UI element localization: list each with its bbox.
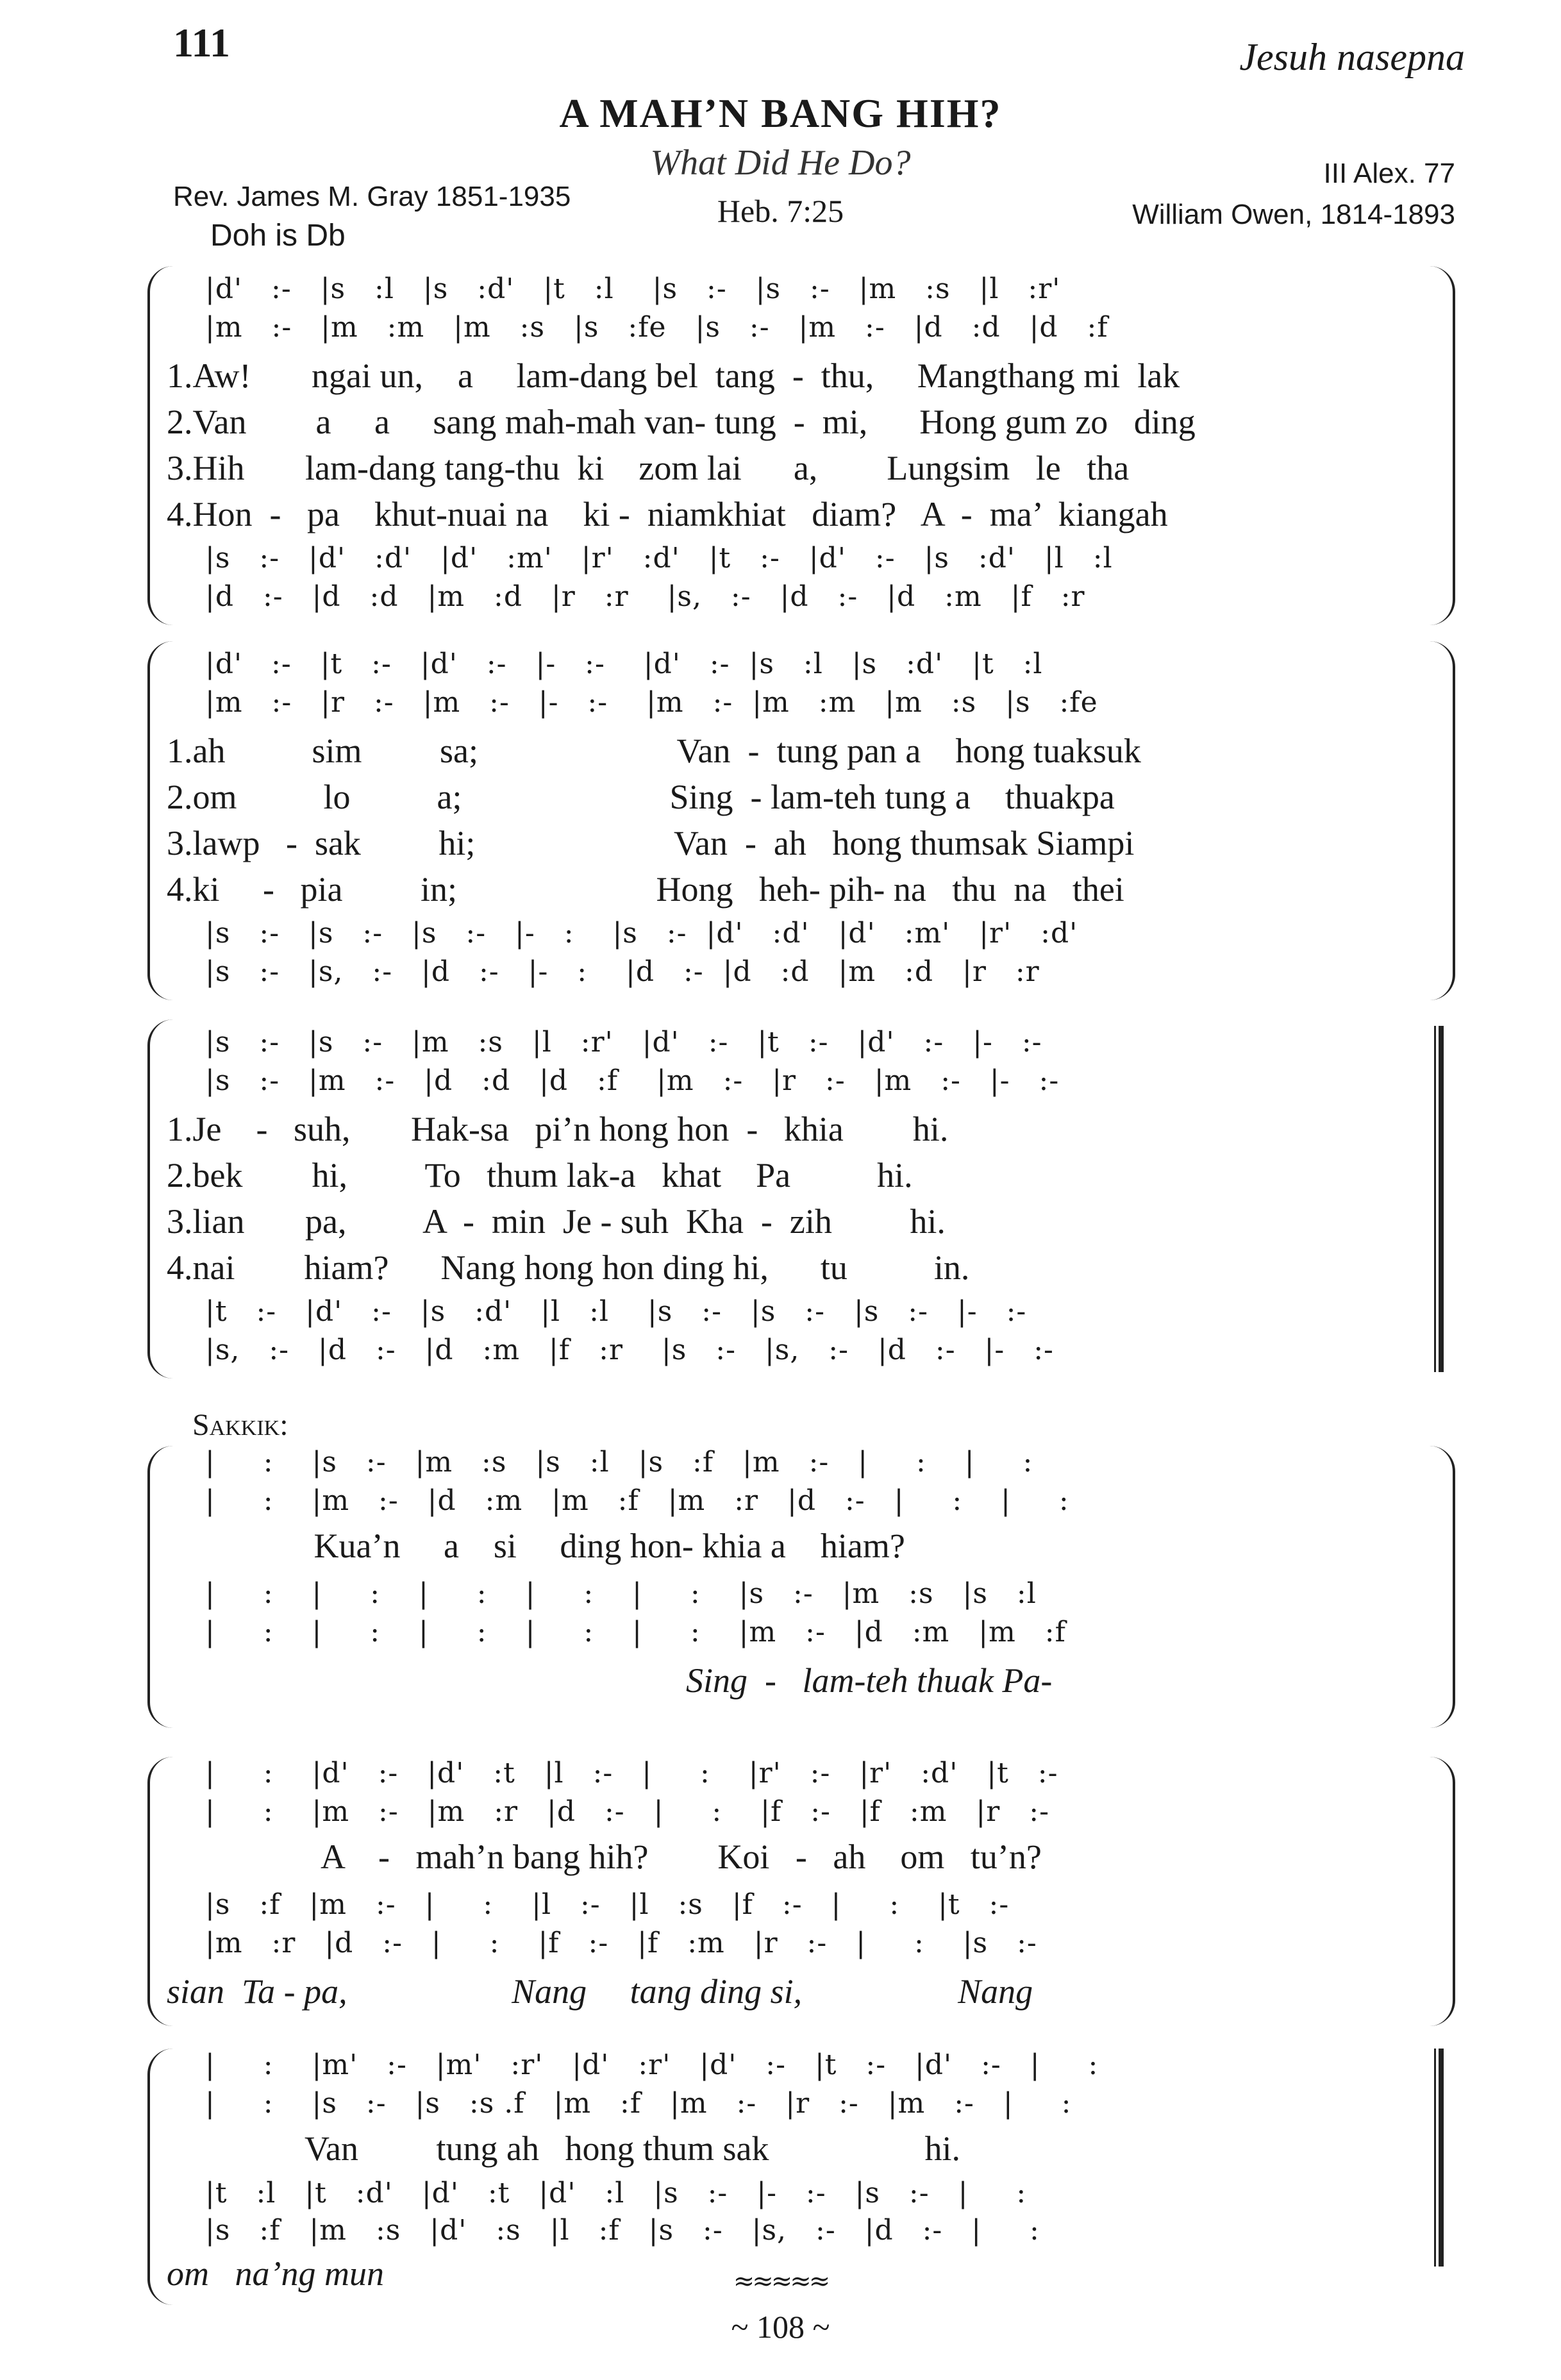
verse-line: 2.bek hi, To thum lak-a khat Pa hi. <box>167 1156 913 1194</box>
final-barline <box>1439 1026 1444 1372</box>
chorus-label: Sakkik: <box>192 1408 288 1442</box>
verse-line: 1.ah sim sa; Van - tung pan a hong tuaksuk <box>167 732 1141 770</box>
final-barline <box>1434 2049 1436 2267</box>
upper-staff-line: | : |m' :- |m' :r' |d' :r' |d' :- |t :- |d' :- | : <box>205 2049 1099 2081</box>
key-signature: Doh is Db <box>210 219 346 253</box>
system-brace-left <box>147 1019 176 1379</box>
lower-staff-line: | : | : | : | : | : |m :- |d :m |m :f <box>205 1616 1066 1648</box>
chorus-lower-lyric-line: om na’ng mun <box>167 2254 384 2293</box>
footer-page-number: ~ 108 ~ <box>731 2309 830 2345</box>
system-brace-right <box>1427 1757 1455 2026</box>
upper-staff-line: | : |s :- |m :s |s :l |s :f |m :- | : | : <box>205 1446 1033 1479</box>
system-brace-left <box>147 641 176 1000</box>
lower-staff-line: |s :f |m :s |d' :s |l :f |s :- |s, :- |d :- | : <box>205 2214 1040 2247</box>
verse-line: 4.ki - pia in; Hong heh- pih- na thu na thei <box>167 870 1124 909</box>
meter: III Alex. 77 <box>1323 158 1455 189</box>
system-brace-left <box>147 266 176 625</box>
verse-line: 1.Aw! ngai un, a lam-dang bel tang - thu, Mangthang mi lak <box>167 356 1180 395</box>
lower-staff-line: |m :r |d :- | : |f :- |f :m |r :- | : |s :- <box>205 1927 1037 1959</box>
lower-staff-line: |s :f |m :- | : |l :- |l :s |f :- | : |t :- <box>205 1888 1010 1921</box>
chorus-lower-lyric-line: sian Ta - pa, Nang tang ding si, Nang <box>167 1972 1033 2011</box>
upper-staff-line: | : |m :- |m :r |d :- | : |f :- |f :m |r :- <box>205 1795 1049 1828</box>
upper-staff-line: |d' :- |t :- |d' :- |- :- |d' :- |s :l |s :d' |t :l <box>205 648 1043 680</box>
ornament-divider: ≈≈≈≈≈ <box>733 2267 828 2296</box>
verse-line: 2.Van a a sang mah-mah van- tung - mi, Hong gum zo ding <box>167 403 1196 441</box>
chorus-lyric-line: Kua’n a si ding hon- khia a hiam? <box>167 1527 905 1565</box>
upper-staff-line: | : |m :- |d :m |m :f |m :r |d :- | : | : <box>205 1484 1069 1517</box>
verse-line: 2.om lo a; Sing - lam-teh tung a thuakpa <box>167 778 1115 816</box>
music-system-1 <box>147 266 1455 625</box>
verse-line: 4.nai hiam? Nang hong hon ding hi, tu in. <box>167 1248 970 1287</box>
page-number: 111 <box>173 20 230 65</box>
upper-staff-line: |m :- |r :- |m :- |- :- |m :- |m :m |m :s |s :fe <box>205 686 1098 719</box>
scripture-reference: Heb. 7:25 <box>717 193 844 229</box>
chorus-lyric-line: A - mah’n bang hih? Koi - ah om tu’n? <box>167 1838 1042 1876</box>
system-brace-right <box>1427 641 1455 1000</box>
music-system-4 <box>147 1446 1455 1728</box>
music-system-5 <box>147 1757 1455 2026</box>
final-barline <box>1434 1026 1436 1372</box>
lower-staff-line: | : | : | : | : | : |s :- |m :s |s :l <box>205 1577 1037 1610</box>
upper-staff-line: | : |s :- |s :s .f |m :f |m :- |r :- |m :- | : <box>205 2087 1072 2120</box>
lower-staff-line: |t :l |t :d' |d' :t |d' :l |s :- |- :- |s :- | : <box>205 2177 1027 2209</box>
hymn-subtitle: What Did He Do? <box>650 143 911 183</box>
chorus-lower-lyric-line: Sing - lam-teh thuak Pa- <box>167 1661 1053 1700</box>
upper-staff-line: |s :- |s :- |m :s |l :r' |d' :- |t :- |d' :- |- :- <box>205 1026 1042 1059</box>
verse-line: 3.Hih lam-dang tang-thu ki zom lai a, Lungsim le tha <box>167 449 1130 487</box>
lower-staff-line: |d :- |d :d |m :d |r :r |s, :- |d :- |d :m |f :r <box>205 580 1085 613</box>
upper-staff-line: |m :- |m :m |m :s |s :fe |s :- |m :- |d :d |d :f <box>205 311 1108 344</box>
upper-staff-line: |d' :- |s :l |s :d' |t :l |s :- |s :- |m :s |l :r' <box>205 272 1061 305</box>
lower-staff-line: |s :- |s, :- |d :- |- : |d :- |d :d |m :d |r :r <box>205 955 1040 988</box>
verse-line: 1.Je - suh, Hak-sa pi’n hong hon - khia hi. <box>167 1110 949 1148</box>
lower-staff-line: |s, :- |d :- |d :m |f :r |s :- |s, :- |d :- |- :- <box>205 1334 1054 1366</box>
composer: William Owen, 1814-1893 <box>1132 199 1455 230</box>
system-brace-right <box>1427 1446 1455 1728</box>
final-barline <box>1439 2049 1444 2267</box>
chorus-lyric-line: Van tung ah hong thum sak hi. <box>167 2129 960 2168</box>
upper-staff-line: |s :- |m :- |d :d |d :f |m :- |r :- |m :- |- :- <box>205 1064 1060 1097</box>
lower-staff-line: |s :- |s :- |s :- |- : |s :- |d' :d' |d' :m' |r' :d' <box>205 917 1078 950</box>
verse-line: 3.lian pa, A - min Je - suh Kha - zih hi. <box>167 1202 946 1241</box>
verse-line: 4.Hon - pa khut-nuai na ki - niamkhiat diam? A - ma’ kiangah <box>167 495 1168 533</box>
lower-staff-line: |t :- |d' :- |s :d' |l :l |s :- |s :- |s :- |- :- <box>205 1295 1027 1328</box>
upper-staff-line: | : |d' :- |d' :t |l :- | : |r' :- |r' :d' |t :- <box>205 1757 1058 1789</box>
hymn-title: A MAH’N BANG HIH? <box>559 90 1002 136</box>
verse-line: 3.lawp - sak hi; Van - ah hong thumsak Siampi <box>167 824 1135 862</box>
system-brace-right <box>1427 266 1455 625</box>
author: Rev. James M. Gray 1851-1935 <box>173 181 571 212</box>
lower-staff-line: |s :- |d' :d' |d' :m' |r' :d' |t :- |d' :- |s :d' |l :l <box>205 542 1113 574</box>
music-system-3 <box>147 1019 1455 1379</box>
music-system-2 <box>147 641 1455 1000</box>
book-title: Jesuh nasepna <box>1239 36 1465 78</box>
